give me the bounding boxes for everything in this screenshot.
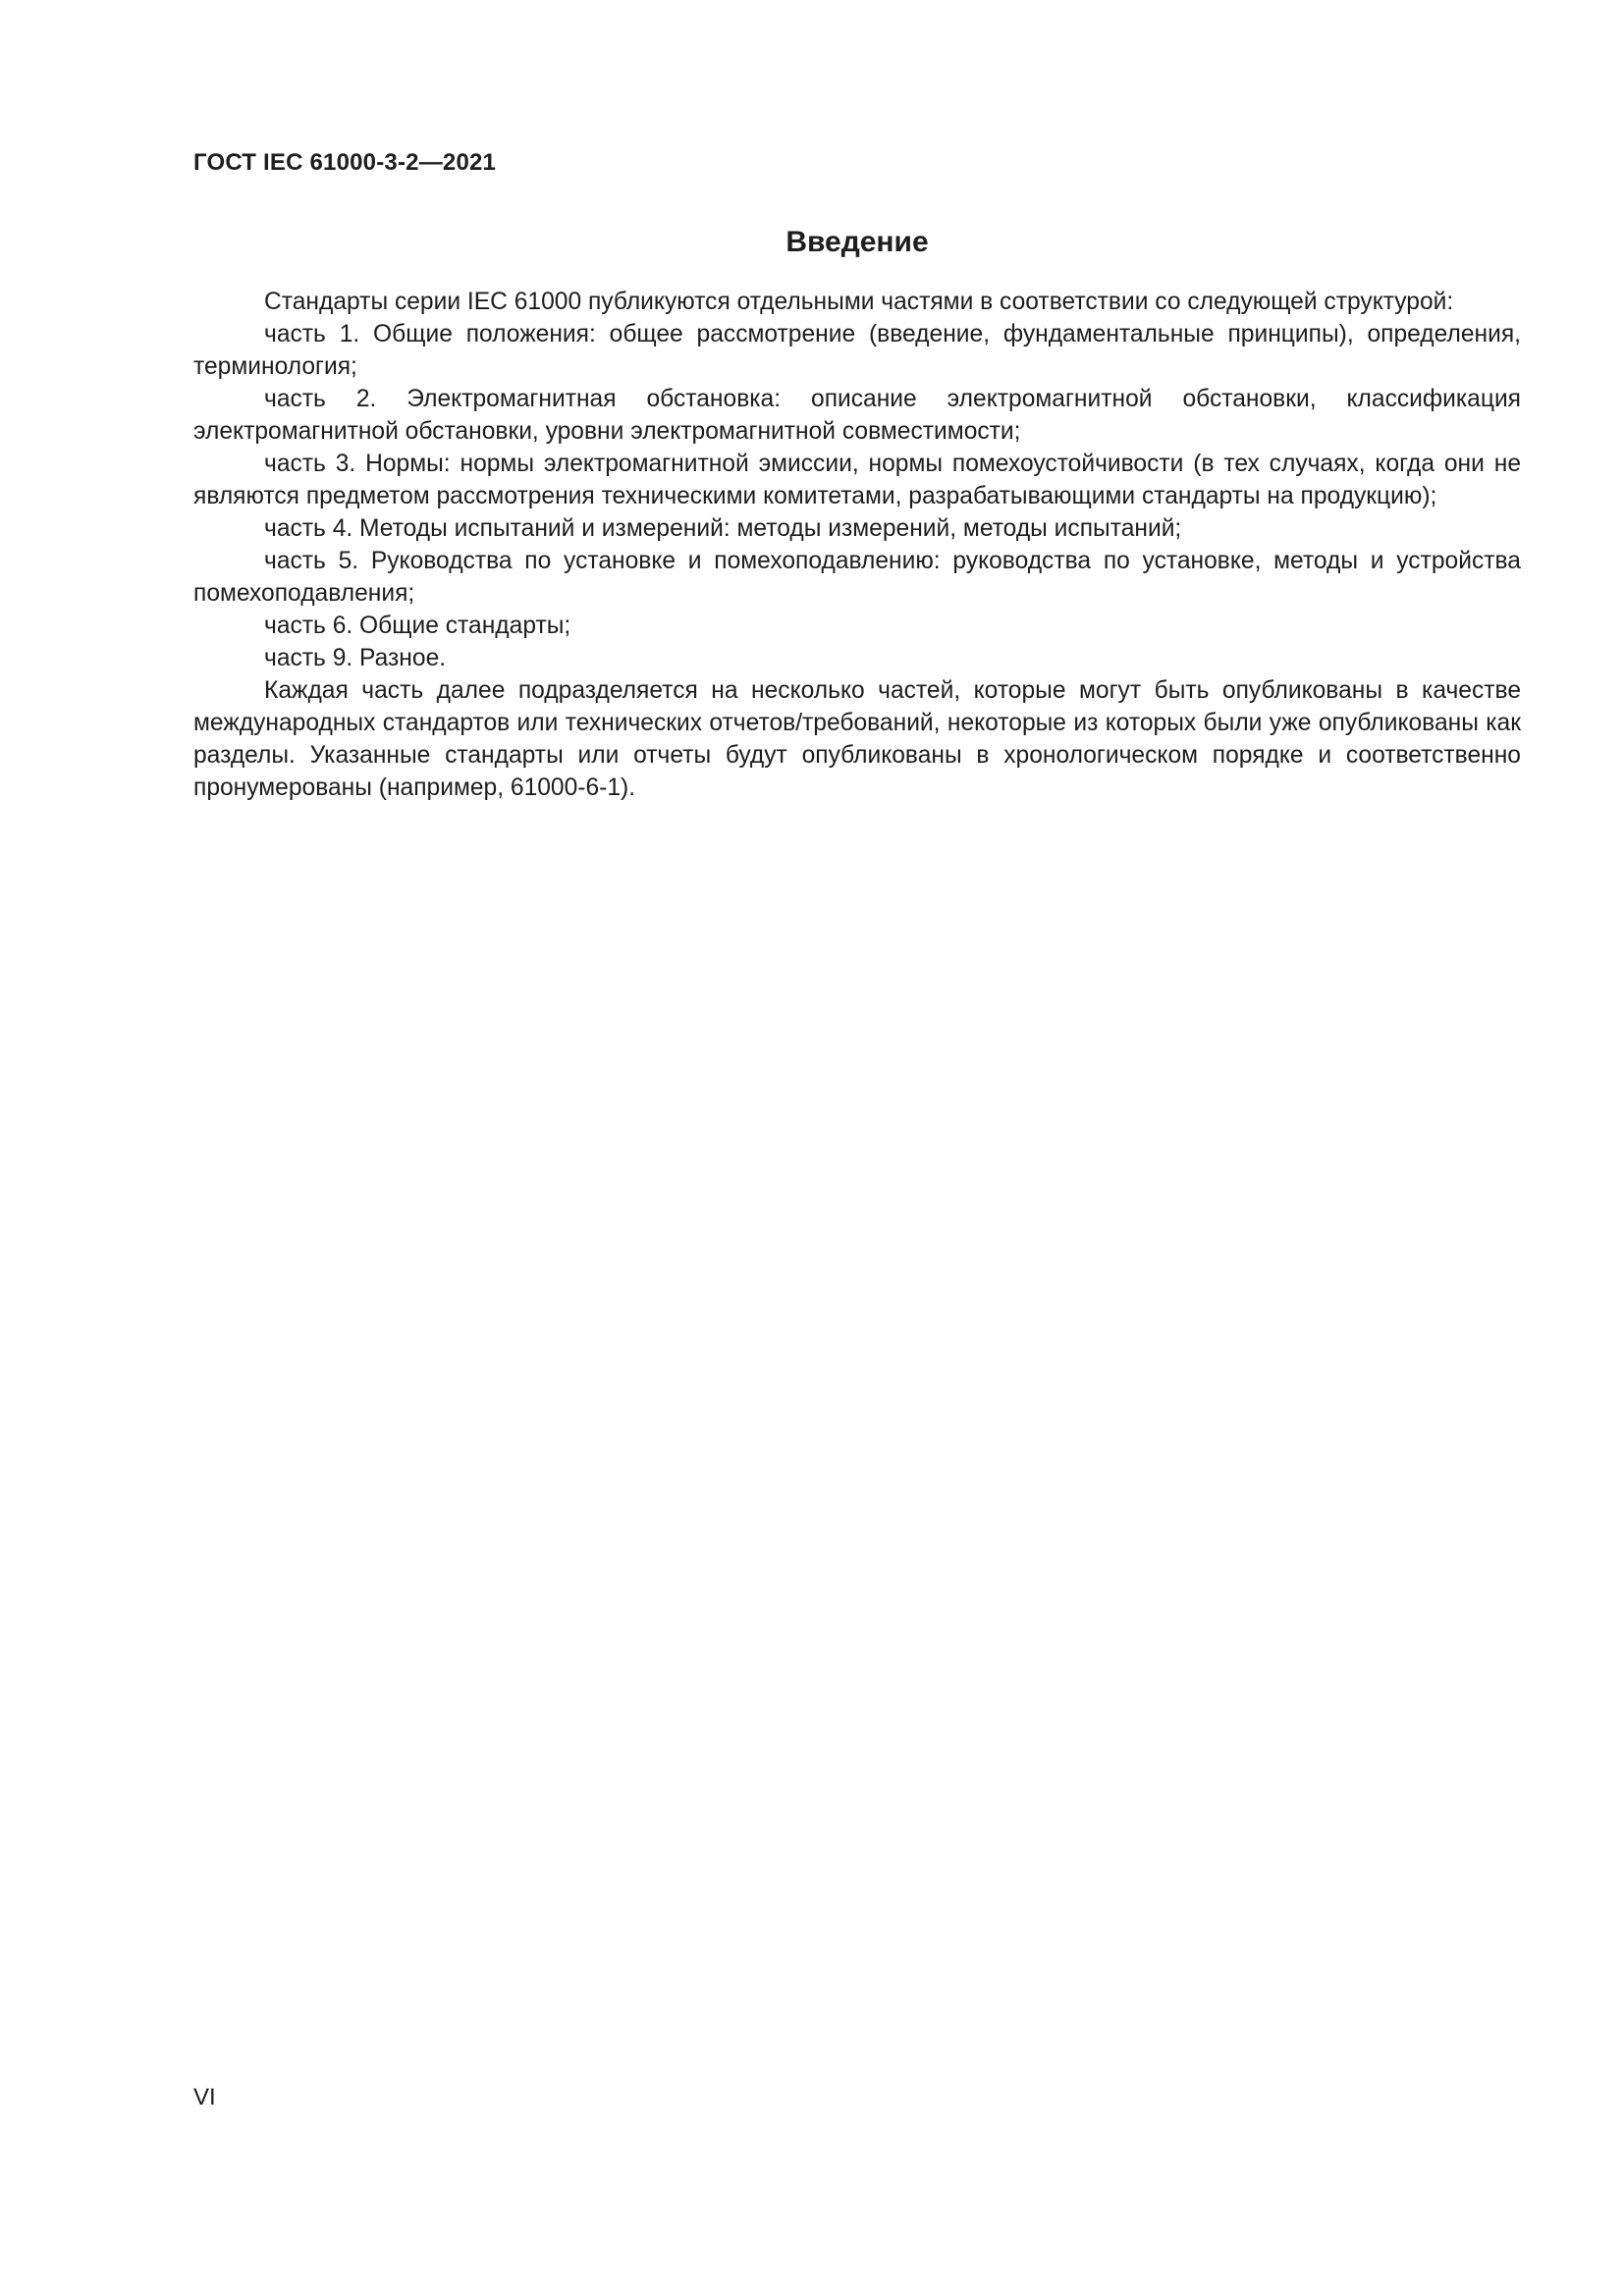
paragraph-closing: Каждая часть далее подразделяется на несколько частей, которые могут быть опубликованы в качестве международных стандартов или технических отчетов/требований, некоторые из которых были уже опубликованы как разделы. Указанные стандарты или отчеты будут опубликованы в хронологическом порядке и соответственно пронумерованы (например, 61000-6-1).: [193, 677, 1521, 801]
paragraph-part-3: часть 3. Нормы: нормы электромагнитной эмиссии, нормы помехоустойчивости (в тех случаях, когда они не являются предметом рассмотрения техническими комитетами, разрабатывающими стандарты на продукцию);: [193, 451, 1521, 509]
paragraph-part-4: часть 4. Методы испытаний и измерений: методы измерений, методы испытаний;: [264, 515, 1182, 542]
paragraph-part-2: часть 2. Электромагнитная обстановка: описание электромагнитной обстановки, классификация электромагнитной обстановки, уровни электромагнитной совместимости;: [193, 386, 1521, 445]
paragraph-part-6: часть 6. Общие стандарты;: [264, 613, 571, 639]
standard-code-header: ГОСТ IEC 61000-3-2—2021: [193, 149, 497, 176]
paragraph-part-9: часть 9. Разное.: [264, 645, 447, 671]
body-text: [193, 286, 1521, 804]
section-title: Введение: [785, 226, 929, 258]
paragraph-part-5: часть 5. Руководства по установке и помехоподавлению: руководства по установке, методы и устройства помехоподавления;: [193, 548, 1521, 607]
page-number: VI: [193, 2084, 216, 2110]
paragraph-intro: Стандарты серии IEC 61000 публикуются отдельными частями в соответствии со следующей структурой:: [264, 289, 1454, 315]
paragraph-part-1: часть 1. Общие положения: общее рассмотрение (введение, фундаментальные принципы), определения, терминология;: [193, 321, 1521, 380]
